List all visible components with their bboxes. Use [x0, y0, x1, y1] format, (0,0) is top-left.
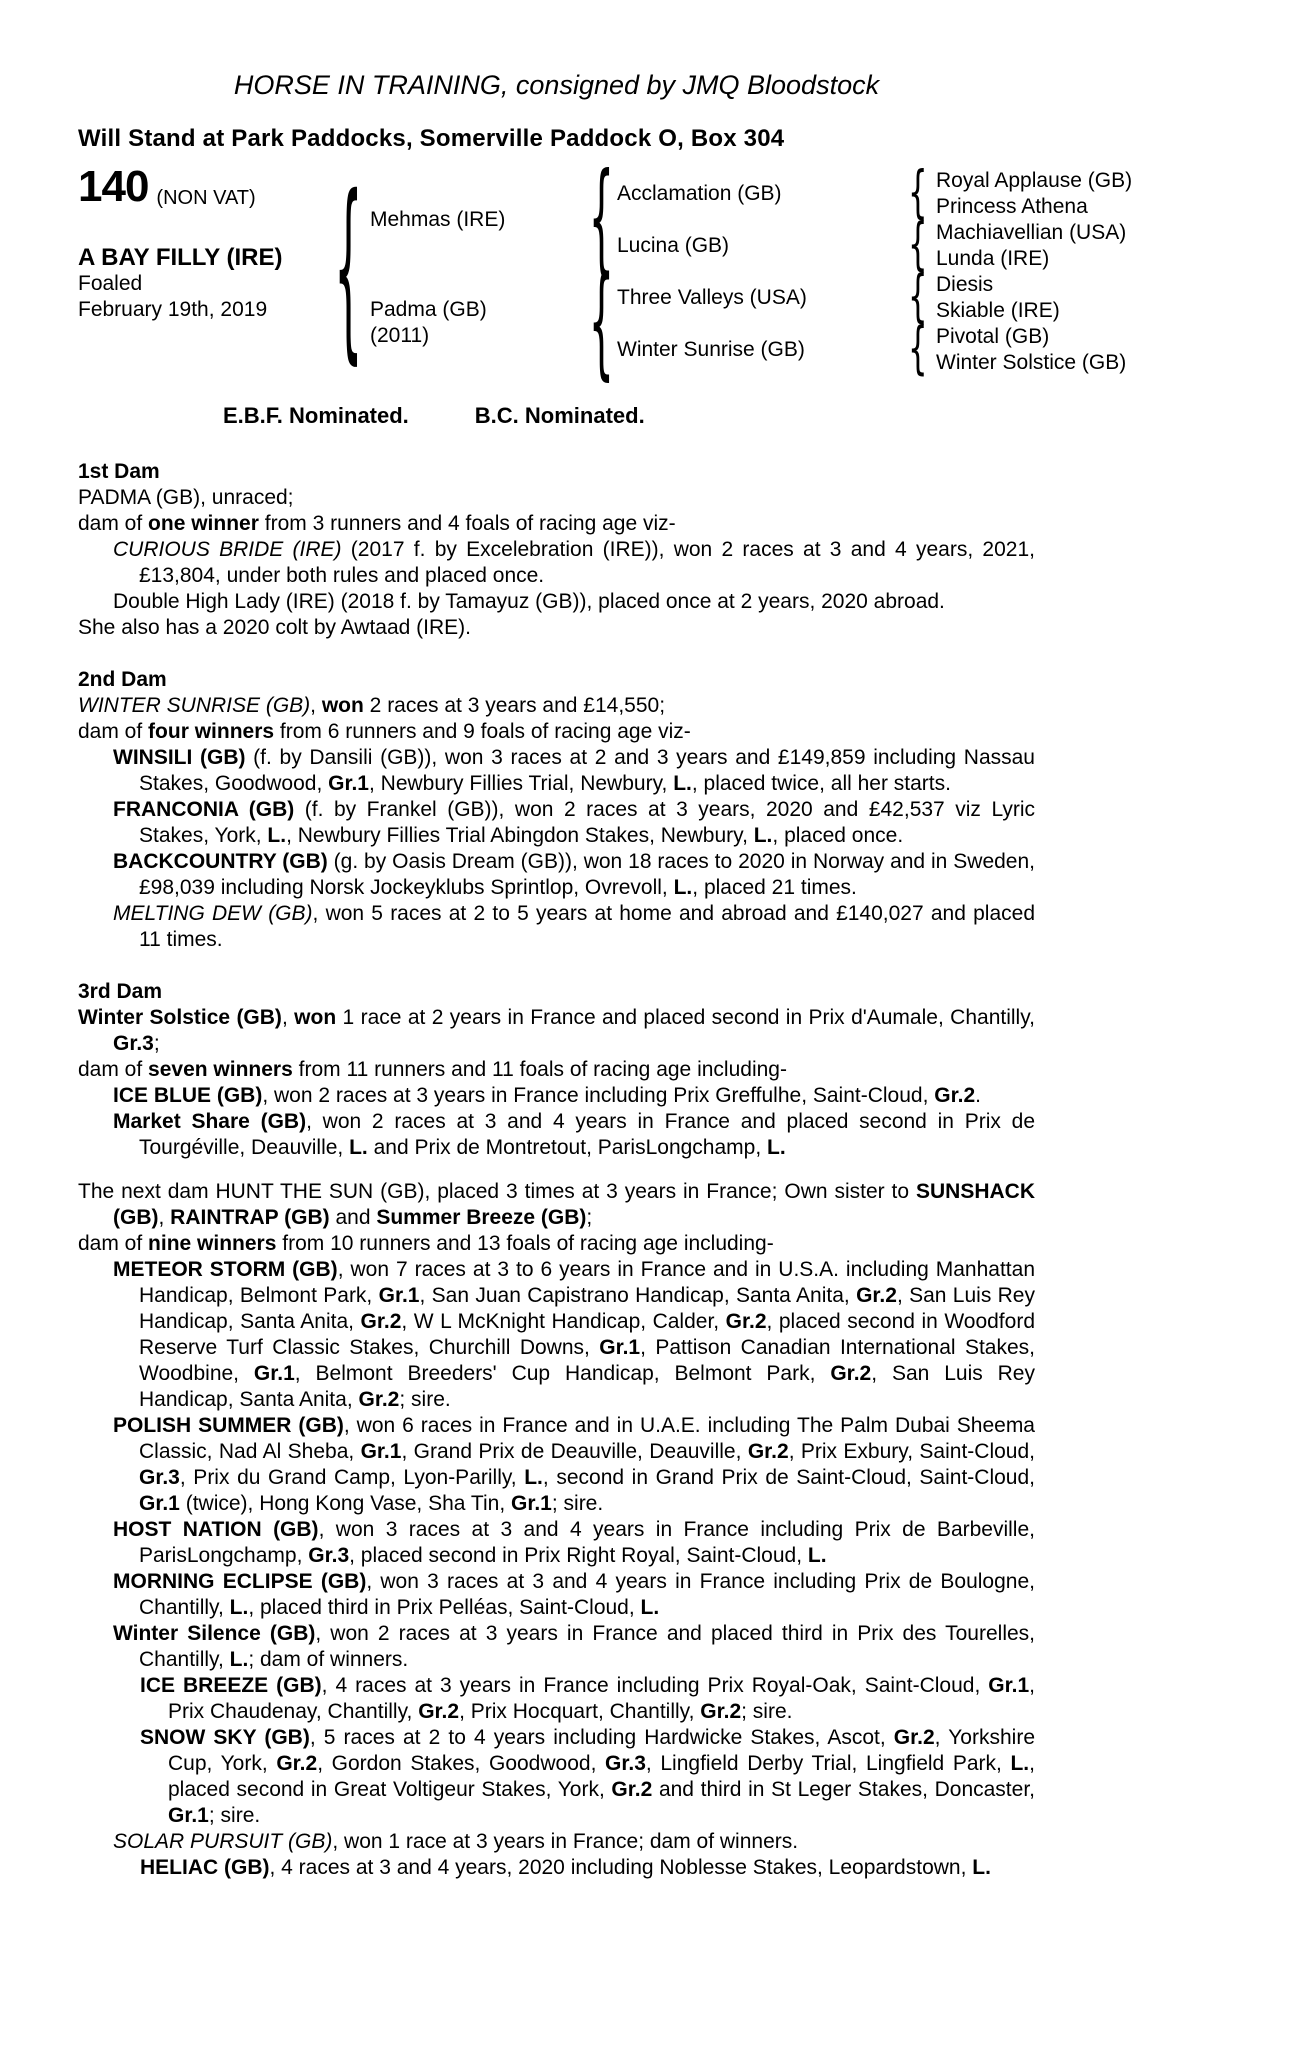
pedigree-brace-pair: {	[908, 159, 928, 226]
pedigree-brace-pair: {	[908, 315, 928, 382]
great-grandsire: Pivotal (GB)	[936, 324, 1050, 348]
lot-vat-note: (NON VAT)	[156, 186, 256, 209]
produce-entry: Winter Silence (GB), won 2 races at 3 years in France and placed third in Prix des Tourelles, Chantilly, L.; dam of winners.	[113, 1622, 1035, 1671]
stand-location-line: Will Stand at Park Paddocks, Somerville Paddock O, Box 304	[78, 125, 785, 152]
dam-name-text: Padma (GB)	[370, 298, 487, 321]
sire-sire-name: Acclamation (GB)	[617, 181, 782, 205]
pedigree-brace-pair: {	[908, 211, 928, 278]
first-dam-section	[78, 459, 1035, 641]
sire-name: Mehmas (IRE)	[370, 207, 506, 231]
page-title: HORSE IN TRAINING, consigned by JMQ Bloodstock	[233, 70, 880, 100]
foaled-label: Foaled	[78, 272, 143, 295]
great-grandsire: Machiavellian (USA)	[936, 220, 1127, 244]
produce-entry: Market Share (GB), won 2 races at 3 and 4 years in France and placed second in Prix de Tourgéville, Deauville, L. and Prix de Montretout, ParisLongchamp, L.	[113, 1110, 1035, 1159]
catalogue-page	[78, 70, 1133, 1881]
dam-produce-summary: dam of seven winners from 11 runners and 11 foals of racing age including-	[78, 1058, 787, 1081]
dam-produce-summary: dam of four winners from 6 runners and 9 foals of racing age viz-	[78, 720, 691, 743]
great-granddam: Princess Athena	[936, 194, 1088, 218]
dam-dam-name: Winter Sunrise (GB)	[617, 337, 805, 361]
produce-entry: SNOW SKY (GB), 5 races at 2 to 4 years including Hardwicke Stakes, Ascot, Gr.2, Yorkshire Cup, York, Gr.2, Gordon Stakes, Goodwood, Gr.3, Lingfield Derby Trial, Lingfield Park, L., placed second in Great Voltigeur Stakes, York, Gr.2 and third in St Leger Stakes, Doncaster, Gr.1; sire.	[140, 1726, 1035, 1827]
horse-block	[78, 245, 326, 323]
produce-entry: MORNING ECLIPSE (GB), won 3 races at 3 and 4 years in France including Prix de Boulogne, Chantilly, L., placed third in Prix Pelléas, Saint-Cloud, L.	[113, 1570, 1035, 1619]
great-granddam: Lunda (IRE)	[936, 246, 1050, 270]
dam-sections	[78, 459, 1035, 1881]
great-granddam: Winter Solstice (GB)	[936, 350, 1127, 374]
dam-record: Winter Solstice (GB), won 1 race at 2 years in France and placed second in Prix d'Aumale, Chantilly, Gr.3;	[78, 1006, 1035, 1055]
produce-entry: SOLAR PURSUIT (GB), won 1 race at 3 years in France; dam of winners.	[113, 1830, 799, 1853]
pedigree-brace-main: {	[333, 158, 363, 384]
great-granddam: Skiable (IRE)	[936, 298, 1060, 322]
ebf-nomination: E.B.F. Nominated.	[223, 403, 409, 428]
produce-entry: Double High Lady (IRE) (2018 f. by Tamayuz (GB)), placed once at 2 years, 2020 abroad.	[113, 590, 945, 613]
dam-record: The next dam HUNT THE SUN (GB), placed 3 times at 3 years in France; Own sister to SUNSHACK (GB), RAINTRAP (GB) and Summer Breeze (GB);	[78, 1180, 1035, 1229]
produce-entry: HELIAC (GB), 4 races at 3 and 4 years, 2020 including Noblesse Stakes, Leopardstown, L.	[140, 1856, 991, 1879]
produce-entry: POLISH SUMMER (GB), won 6 races in France and in U.A.E. including The Palm Dubai Sheema Classic, Nad Al Sheba, Gr.1, Grand Prix de Deauville, Deauville, Gr.2, Prix Exbury, Saint-Cloud, Gr.3, Prix du Grand Camp, Lyon-Parilly, L., second in Grand Prix de Saint-Cloud, Saint-Cloud, Gr.1 (twice), Hong Kong Vase, Sha Tin, Gr.1; sire.	[113, 1414, 1035, 1515]
sire-dam-name: Lucina (GB)	[617, 233, 730, 257]
produce-entry: METEOR STORM (GB), won 7 races at 3 to 6 years in France and in U.S.A. including Manhattan Handicap, Belmont Park, Gr.1, San Juan Capistrano Handicap, Santa Anita, Gr.2, San Luis Rey Handicap, Santa Anita, Gr.2, W L McKnight Handicap, Calder, Gr.2, placed second in Woodford Reserve Turf Classic Stakes, Churchill Downs, Gr.1, Pattison Canadian International Stakes, Woodbine, Gr.1, Belmont Breeders' Cup Handicap, Belmont Park, Gr.2, San Luis Rey Handicap, Santa Anita, Gr.2; sire.	[113, 1258, 1035, 1411]
bc-nomination: B.C. Nominated.	[474, 403, 645, 428]
produce-entry: BACKCOUNTRY (GB) (g. by Oasis Dream (GB)), won 18 races to 2020 in Norway and in Sweden, £98,039 including Norsk Jockeyklubs Sprintlop, Ovrevoll, L., placed 21 times.	[113, 850, 1035, 899]
foaled-date: February 19th, 2019	[78, 298, 268, 321]
pedigree-brace-pair: {	[908, 263, 928, 330]
pedigree-brace-dam: {	[588, 252, 614, 394]
horse-name: A BAY FILLY (IRE)	[78, 244, 283, 271]
dam-record: PADMA (GB), unraced;	[78, 486, 294, 509]
pedigree-table	[78, 148, 1176, 394]
lot-block	[78, 162, 326, 219]
dam-heading: 3rd Dam	[78, 980, 163, 1003]
dam-name	[370, 271, 585, 375]
great-grandsire: Diesis	[936, 272, 994, 296]
dam-year: (2011)	[370, 324, 430, 347]
dam-produce-summary: dam of nine winners from 10 runners and 13 foals of racing age including-	[78, 1232, 774, 1255]
produce-entry: ICE BREEZE (GB), 4 races at 3 years in France including Prix Royal-Oak, Saint-Cloud, Gr.1, Prix Chaudenay, Chantilly, Gr.2, Prix Hocquart, Chantilly, Gr.2; sire.	[140, 1674, 1036, 1723]
produce-note: She also has a 2020 colt by Awtaad (IRE).	[78, 616, 472, 639]
dam-heading: 1st Dam	[78, 460, 160, 483]
produce-entry: MELTING DEW (GB), won 5 races at 2 to 5 years at home and abroad and £140,027 and placed 11 times.	[113, 902, 1035, 951]
third-dam-section	[78, 979, 1035, 1161]
dam-produce-summary: dam of one winner from 3 runners and 4 foals of racing age viz-	[78, 512, 676, 535]
produce-entry: FRANCONIA (GB) (f. by Frankel (GB)), won 2 races at 3 years, 2020 and £42,537 viz Lyric Stakes, York, L., Newbury Fillies Trial Abingdon Stakes, Newbury, L., placed once.	[113, 798, 1036, 847]
next-dam-section	[78, 1179, 1035, 1881]
produce-entry: ICE BLUE (GB), won 2 races at 3 years in France including Prix Greffulhe, Saint-Cloud, Gr.2.	[113, 1084, 981, 1107]
great-grandsire: Royal Applause (GB)	[936, 168, 1133, 192]
produce-entry: HOST NATION (GB), won 3 races at 3 and 4 years in France including Prix de Barbeville, ParisLongchamp, Gr.3, placed second in Prix Right Royal, Saint-Cloud, L.	[113, 1518, 1035, 1567]
nominations-line	[78, 403, 1035, 429]
produce-entry: WINSILI (GB) (f. by Dansili (GB)), won 3 races at 2 and 3 years and £149,859 including Nassau Stakes, Goodwood, Gr.1, Newbury Fillies Trial, Newbury, L., placed twice, all her starts.	[113, 746, 1035, 795]
produce-entry: CURIOUS BRIDE (IRE) (2017 f. by Excelebration (IRE)), won 2 races at 3 and 4 years, 2021, £13,804, under both rules and placed once.	[113, 538, 1035, 587]
lot-number: 140	[78, 162, 149, 211]
pedigree-brace-sire: {	[588, 148, 614, 290]
dam-record: WINTER SUNRISE (GB), won 2 races at 3 years and £14,550;	[78, 694, 666, 717]
dam-sire-name: Three Valleys (USA)	[617, 285, 807, 309]
second-dam-section	[78, 667, 1035, 953]
dam-heading: 2nd Dam	[78, 668, 167, 691]
